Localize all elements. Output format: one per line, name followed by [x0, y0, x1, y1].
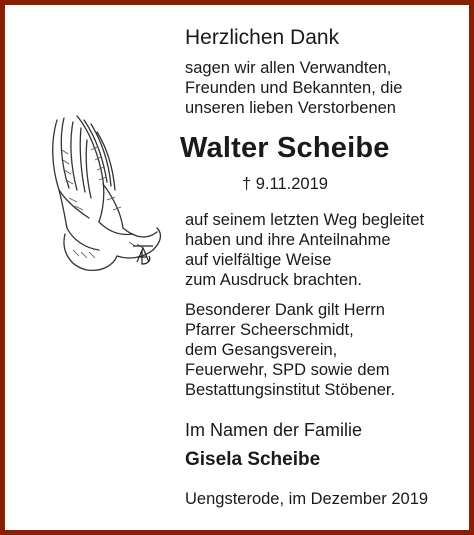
text-line: haben und ihre Anteilnahme — [185, 231, 391, 249]
praying-hands-icon — [29, 110, 179, 275]
body-text — [185, 210, 424, 290]
death-date: † 9.11.2019 — [242, 175, 328, 193]
signer-name: Gisela Scheibe — [185, 449, 321, 470]
text-line: sagen wir allen Verwandten, — [185, 59, 392, 77]
intro-text — [185, 58, 402, 118]
text-line: unseren lieben Verstorbenen — [185, 99, 396, 117]
text-line: zum Ausdruck brachten. — [185, 271, 363, 289]
deceased-name: Walter Scheibe — [180, 132, 390, 164]
text-line: auf vielfältige Weise — [185, 251, 332, 269]
obituary-card — [5, 5, 469, 530]
text-line: Pfarrer Scheerschmidt, — [185, 321, 354, 339]
heading: Herzlichen Dank — [185, 26, 340, 49]
text-line: Feuerwehr, SPD sowie dem — [185, 361, 390, 379]
special-thanks-text — [185, 300, 395, 400]
text-line: auf seinem letzten Weg begleitet — [185, 211, 425, 229]
closing-line: Im Namen der Familie — [185, 420, 363, 440]
text-line: Bestattungsinstitut Stöbener. — [185, 381, 396, 399]
text-line: Besonderer Dank gilt Herrn — [185, 301, 385, 319]
text-line: Freunden und Bekannten, die — [185, 79, 403, 97]
place-date: Uengsterode, im Dezember 2019 — [185, 490, 429, 508]
text-line: dem Gesangsverein, — [185, 341, 338, 359]
